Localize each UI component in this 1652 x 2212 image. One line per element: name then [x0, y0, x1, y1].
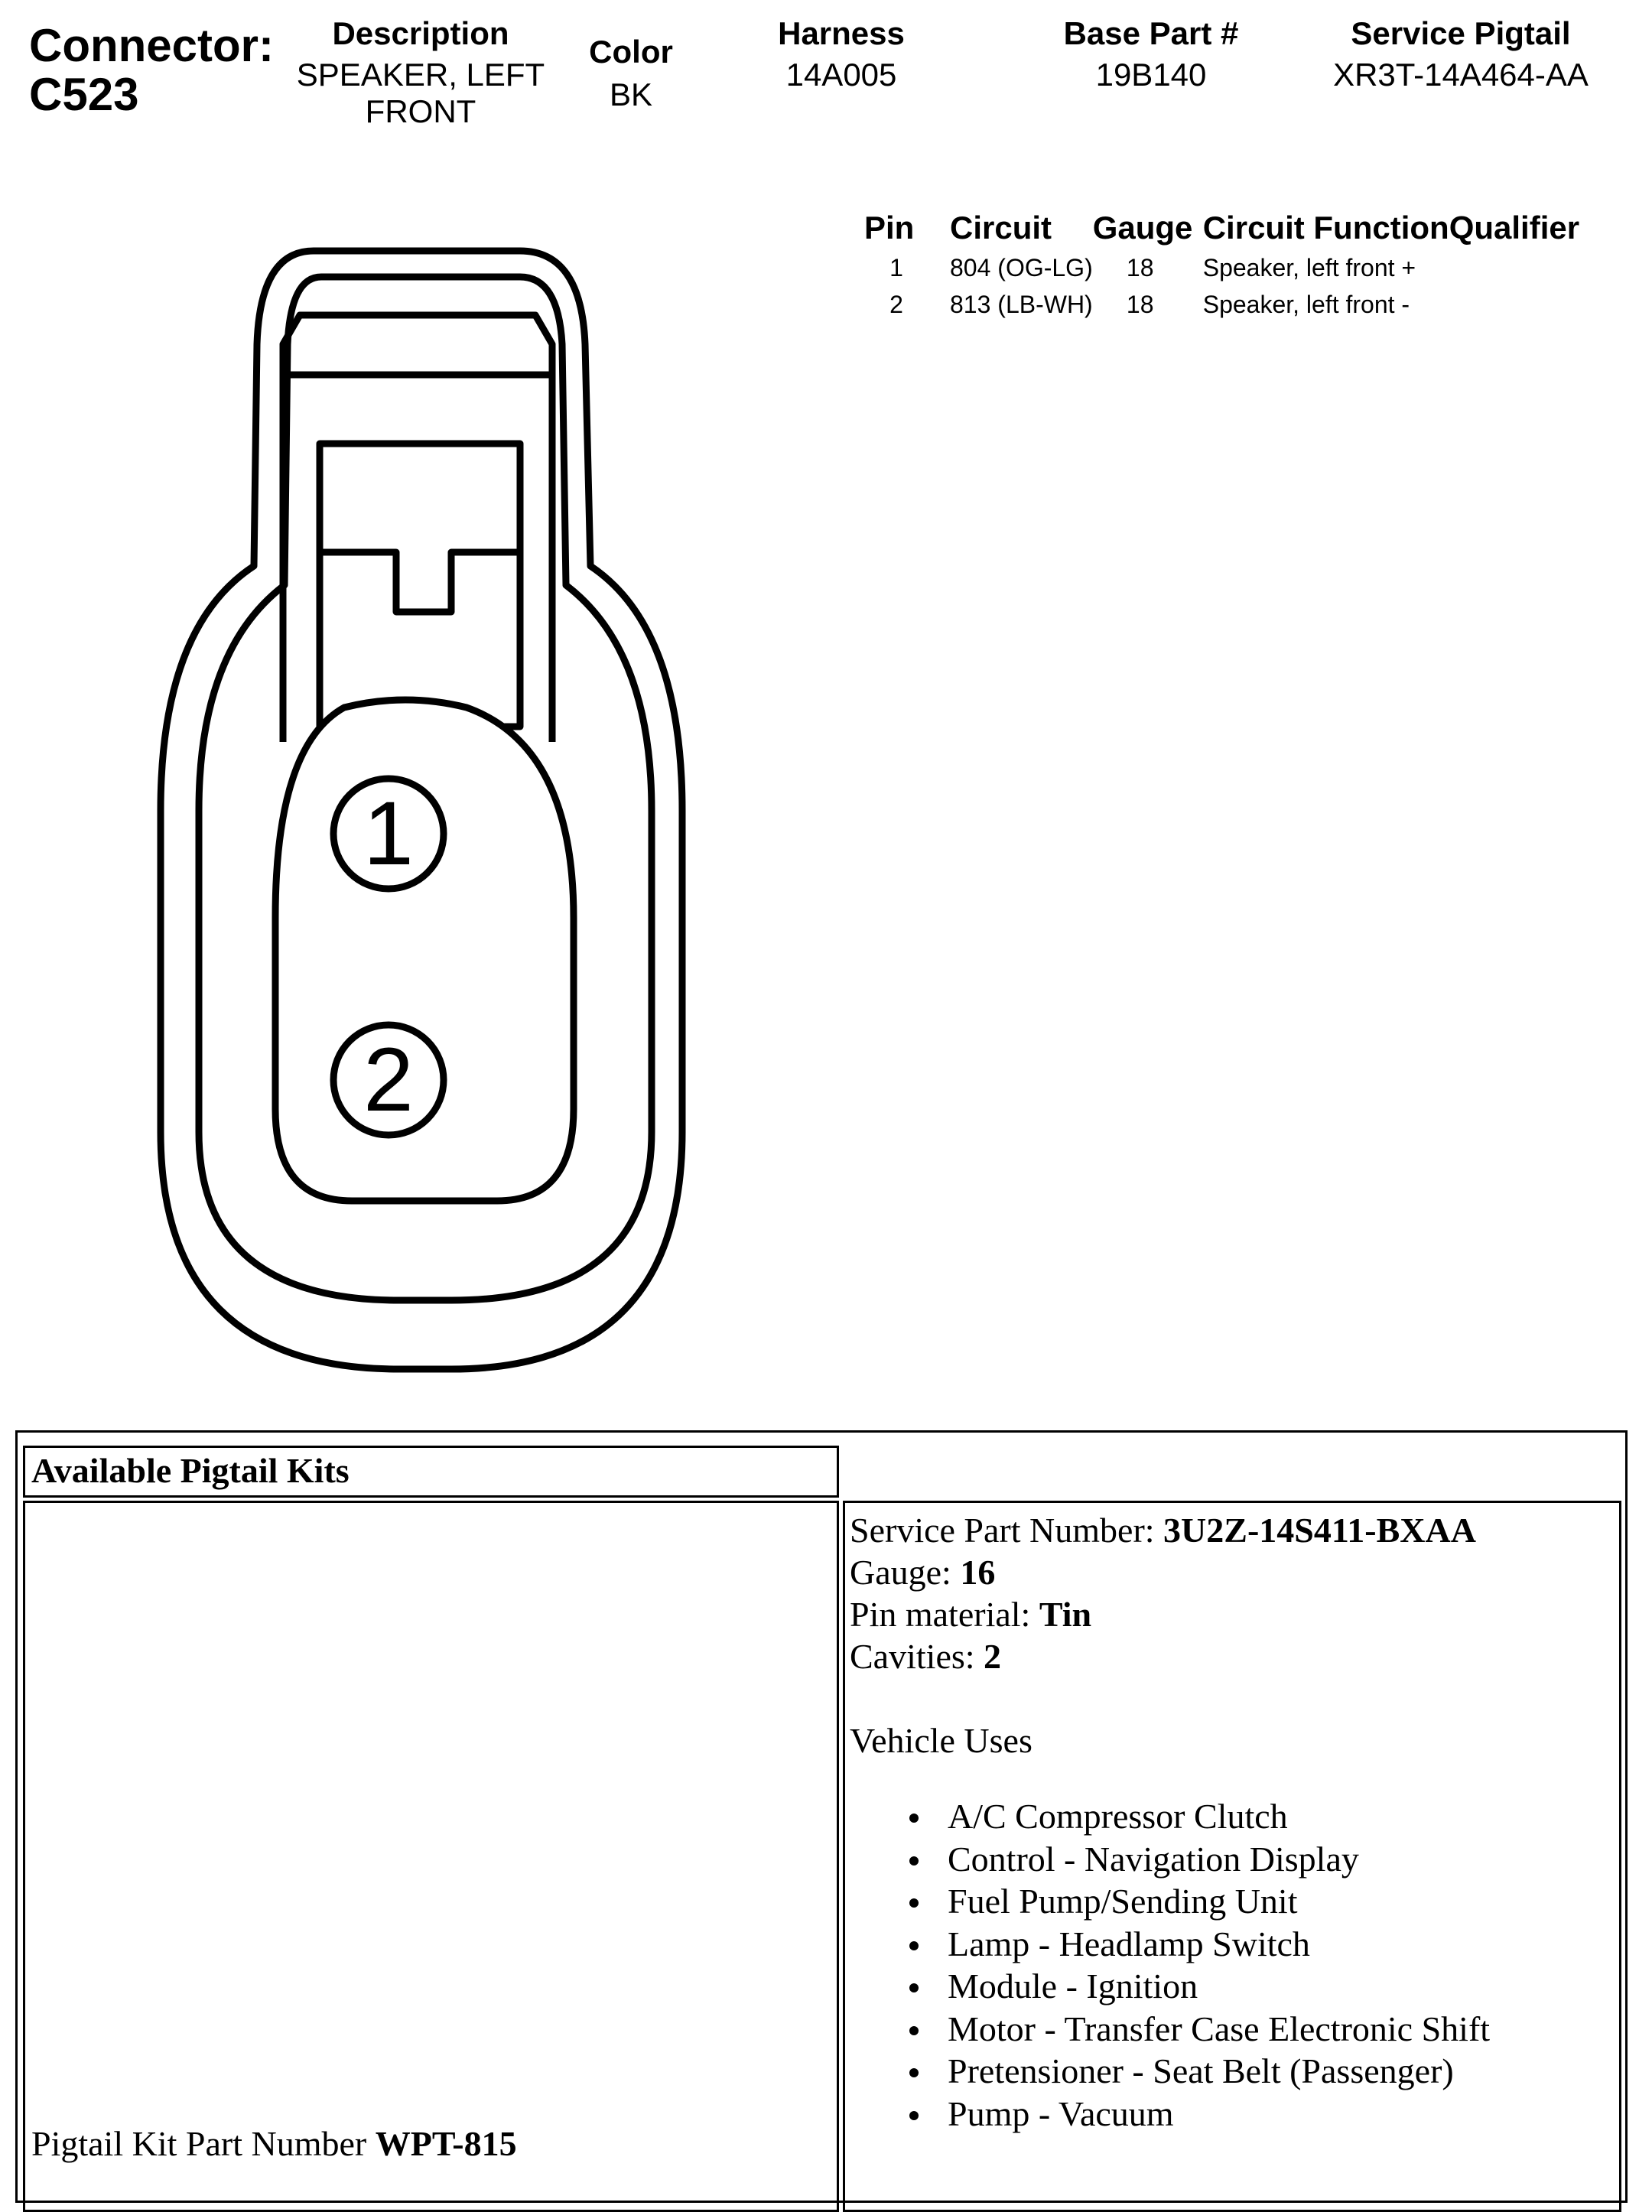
list-item-text: Lamp - Headlamp Switch	[948, 1924, 1310, 1963]
kit-details	[850, 1509, 1490, 2135]
list-item-text: Fuel Pump/Sending Unit	[948, 1882, 1298, 1921]
pin-material-label: Pin material:	[850, 1595, 1039, 1634]
list-item	[850, 1795, 1490, 1838]
service-pigtail-label: Service Pigtail	[1351, 15, 1571, 51]
list-item	[850, 1880, 1490, 1923]
bullet-icon	[909, 1983, 919, 1992]
list-item-text: Pump - Vacuum	[948, 2093, 1174, 2133]
pin-material-line	[850, 1593, 1490, 1635]
gauge-label: Gauge:	[850, 1553, 961, 1592]
gauge-cell: 18	[1126, 253, 1154, 281]
connector-face-diagram	[0, 0, 765, 1400]
table-row	[864, 249, 1579, 286]
color-label: Color	[589, 34, 673, 70]
harness-value: 14A005	[785, 57, 897, 93]
connector-id: C523	[29, 69, 139, 120]
list-item	[850, 1838, 1490, 1881]
latch-outline	[283, 315, 552, 742]
list-item	[850, 2008, 1490, 2051]
pin-table	[864, 207, 1579, 323]
cavities-line	[850, 1635, 1490, 1677]
pin-cell: 2	[889, 290, 903, 318]
cavities-label: Cavities:	[850, 1637, 984, 1676]
circuit-cell: 813 (LB-WH)	[950, 290, 1093, 318]
harness-label: Harness	[778, 15, 905, 51]
pin-1-label: 1	[363, 783, 414, 884]
list-item-text: Module - Ignition	[948, 1966, 1198, 2005]
kit-part-label: Pigtail Kit Part Number	[31, 2124, 376, 2163]
circuit-function-cell: Speaker, left front +	[1202, 253, 1416, 281]
base-part-column	[1017, 15, 1285, 93]
description-label: Description	[332, 15, 509, 51]
gauge-value: 16	[960, 1553, 996, 1592]
gauge-header: Gauge	[1092, 210, 1193, 246]
bullet-icon	[909, 1941, 919, 1950]
list-item	[850, 2050, 1490, 2093]
base-part-label: Base Part #	[1063, 15, 1239, 51]
bullet-icon	[909, 1814, 919, 1823]
service-part-label: Service Part Number:	[850, 1511, 1164, 1550]
pin-header: Pin	[864, 210, 915, 246]
kit-part-number	[31, 2123, 517, 2165]
pigtail-kits-heading	[23, 1446, 839, 1498]
list-item-text: Motor - Transfer Case Electronic Shift	[948, 2009, 1491, 2048]
latch-window	[320, 444, 520, 727]
list-item	[850, 1923, 1490, 1966]
bullet-icon	[909, 2026, 919, 2035]
description-value-line2: FRONT	[365, 93, 476, 129]
pigtail-kit-image-cell	[23, 1501, 839, 2212]
list-item	[850, 2093, 1490, 2136]
pin-2-label: 2	[363, 1030, 414, 1130]
list-item	[850, 1965, 1490, 2008]
bullet-icon	[909, 1898, 919, 1908]
service-pigtail-value: XR3T-14A464-AA	[1333, 57, 1589, 93]
pigtail-kit-details-cell	[843, 1501, 1621, 2212]
service-part-line	[850, 1509, 1490, 1551]
pin-cell: 1	[889, 253, 903, 281]
list-item-text: Control - Navigation Display	[948, 1839, 1359, 1879]
color-value: BK	[609, 76, 653, 112]
pigtail-kits-heading-text: Available Pigtail Kits	[31, 1451, 350, 1490]
circuit-cell: 804 (OG-LG)	[950, 253, 1093, 281]
service-pigtail-column	[1300, 15, 1621, 93]
circuit-function-header: Circuit Function	[1202, 210, 1449, 246]
list-item-text: A/C Compressor Clutch	[948, 1797, 1288, 1836]
vehicle-uses-label: Vehicle Uses	[850, 1721, 1032, 1760]
latch-notch	[320, 552, 520, 612]
vehicle-uses-list	[850, 1795, 1490, 2135]
qualifier-header: Qualifier	[1449, 210, 1580, 246]
gauge-cell: 18	[1126, 290, 1154, 318]
bullet-icon	[909, 2068, 919, 2077]
base-part-value: 19B140	[1095, 57, 1207, 93]
pin-table-header	[864, 207, 1579, 249]
table-row	[864, 286, 1579, 323]
gauge-line	[850, 1551, 1490, 1593]
circuit-header: Circuit	[950, 210, 1052, 246]
pin-material-value: Tin	[1039, 1595, 1092, 1634]
service-part-value: 3U2Z-14S411-BXAA	[1163, 1511, 1476, 1550]
cavities-value: 2	[984, 1637, 1002, 1676]
kit-part-value: WPT-815	[375, 2124, 517, 2163]
bullet-icon	[909, 1856, 919, 1866]
connector-label: Connector:	[29, 20, 274, 71]
circuit-function-cell: Speaker, left front -	[1202, 290, 1410, 318]
description-value-line1: SPEAKER, LEFT	[296, 57, 545, 93]
list-item-text: Pretensioner - Seat Belt (Passenger)	[948, 2051, 1454, 2090]
bullet-icon	[909, 2111, 919, 2120]
